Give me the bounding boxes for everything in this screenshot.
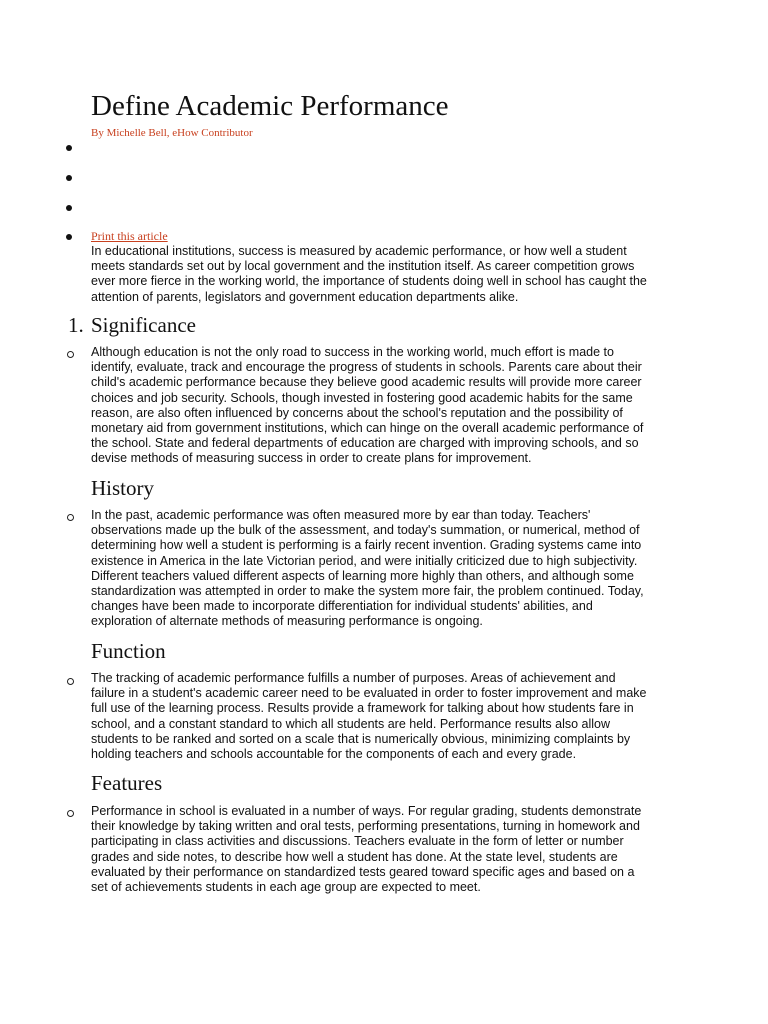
section-paragraph-history: In the past, academic performance was often measured more by ear than today. Teachers' observations made up the bulk of the assessment, and today's summation, or numerical, method of determining how well a student is performing is a fairly recent invention. Grading systems came into existence in America in the late Victorian period, and were initially criticized due to high subjectivity. Different teachers valued different aspects of learning more highly than others, and although some standardization was attempted in order to make the system more fair, the problem continued. Today, changes have been made to incorporate differentiation for individual students' abilities, and exploration of alternate methods of measuring performance is ongoing. [91, 508, 644, 629]
circle-bullet-icon [67, 678, 74, 685]
intro-paragraph: In educational institutions, success is measured by academic performance, or how well a student meets standards set out by local government and the institution itself. As career competition grows ever more fierce in the working world, the importance of students doing well in school has caught the attention of parents, legislators and government education departments alike. [91, 244, 647, 304]
bullet-dot-icon [66, 205, 72, 211]
section-paragraph-features: Performance in school is evaluated in a number of ways. For regular grading, students demonstrate their knowledge by taking written and oral tests, performing presentations, turning in homework and participating in class activities and discussions. Teachers evaluate in the form of letter or number grades and side notes, to describe how well a student has done. At the state level, students are evaluated by their performance on standardized tests geared toward specific ages and based on a set of achievements students in each age group are expected to meet. [91, 804, 642, 895]
bullet-dot-icon [66, 234, 72, 240]
section-heading-significance: Significance [91, 313, 196, 337]
section-number: 1. [68, 313, 84, 337]
section-heading-history: History [91, 476, 154, 500]
print-article-link[interactable]: Print this article [91, 229, 168, 243]
bullet-dot-icon [66, 145, 72, 151]
section-paragraph-function: The tracking of academic performance fulfills a number of purposes. Areas of achievement and failure in a student's academic career need to be evaluated in order to foster improvement and make full use of the learning process. Results provide a framework for talking about how students fare in school, and a constant standard to which all students are held. Performance results also allow students to be ranked and sorted on a scale that is numerically obvious, minimizing complaints by holding teachers and schools accountable for the components of each and every grade. [91, 671, 647, 762]
circle-bullet-icon [67, 810, 74, 817]
section-heading-function: Function [91, 639, 166, 663]
bullet-dot-icon [66, 175, 72, 181]
article-title: Define Academic Performance [91, 90, 449, 122]
section-paragraph-significance: Although education is not the only road to success in the working world, much effort is made to identify, evaluate, track and encourage the progress of students in schools. Parents care about their child's academic performance because they believe good academic results will provide more career choices and job security. Schools, though invested in fostering good academic habits for the same reason, are also often influenced by concerns about the school's reputation and the possibility of monetary aid from government institutions, which can hinge on the overall academic performance of the school. State and federal departments of education are charged with improving schools, and so devise methods of measuring success in order to create plans for improvement. [91, 345, 644, 466]
section-heading-features: Features [91, 771, 163, 795]
article-byline: By Michelle Bell, eHow Contributor [91, 127, 253, 139]
circle-bullet-icon [67, 514, 74, 521]
circle-bullet-icon [67, 351, 74, 358]
